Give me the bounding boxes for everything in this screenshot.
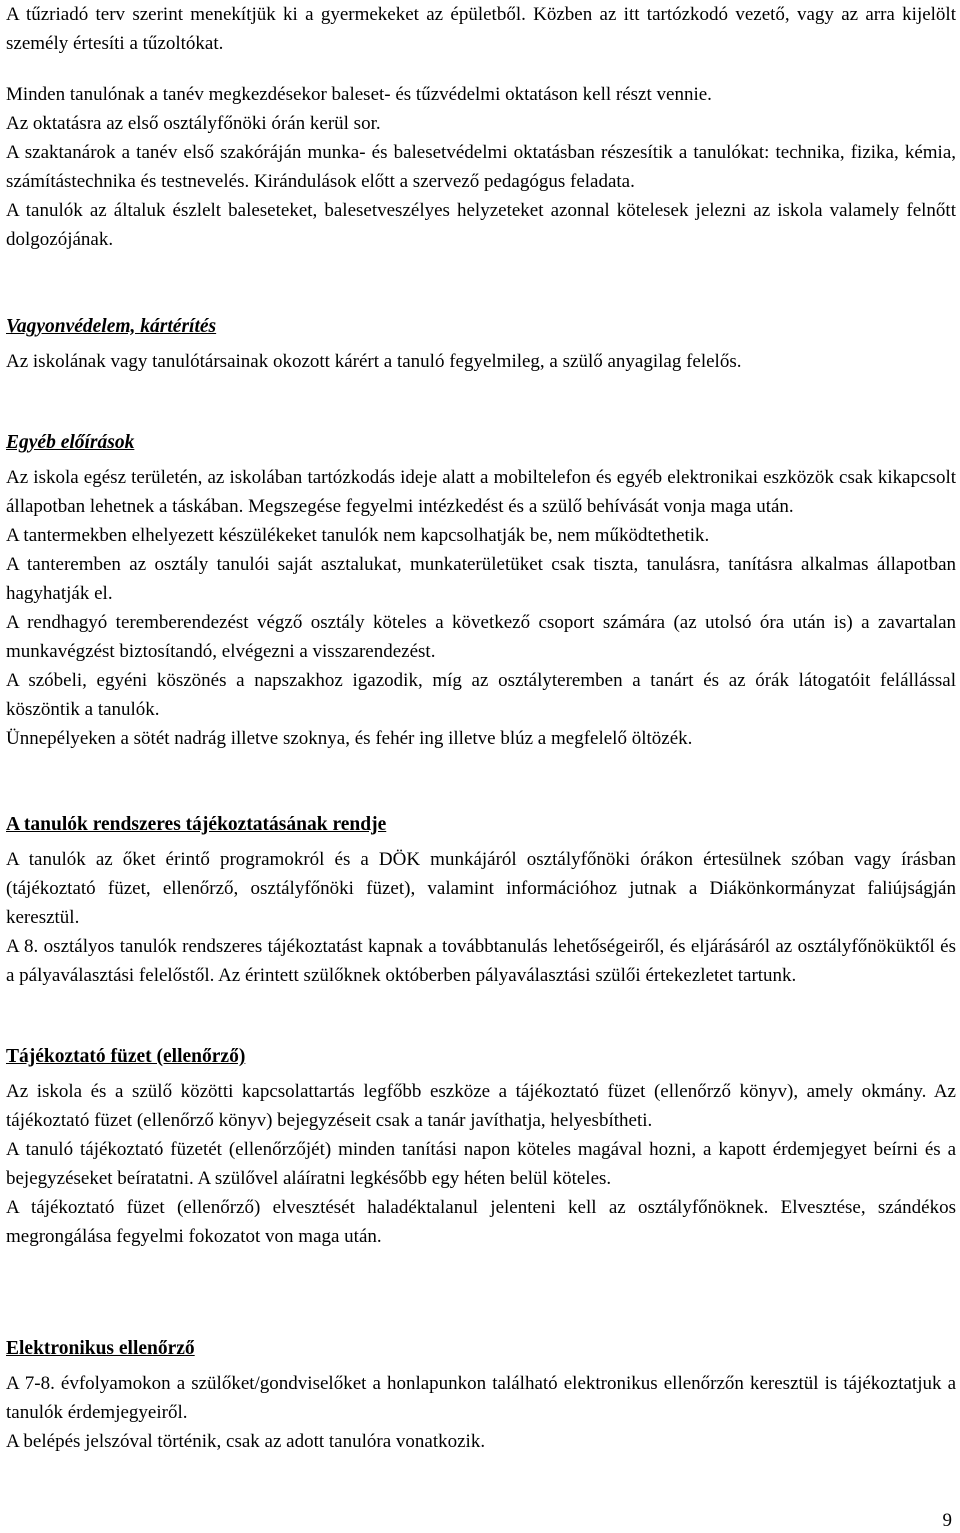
- paragraph-text: Az oktatásra az első osztályfőnöki órán kerül sor.: [6, 113, 381, 134]
- paragraph-text: A tanulók az őket érintő programokról és a DÖK munkájáról osztályfőnöki órákon értesülnek szóban vagy írásban (tájékoztató füzet, ellenőrző, osztályfőnöki füzet), valamint információhoz jutnak a Diákönkormányzat faliújságján keresztül.: [6, 849, 956, 928]
- paragraph-text: A belépés jelszóval történik, csak az adott tanulóra vonatkozik.: [6, 1431, 486, 1452]
- section-elektronikus-ellenorzo: [6, 1334, 956, 1456]
- paragraph-text: Ünnepélyeken a sötét nadrág illetve szoknya, és fehér ing illetve blúz a megfelelő öltözék.: [6, 728, 693, 749]
- paragraph-text: A tanuló tájékoztató füzetét (ellenőrzőjét) minden tanítási napon köteles magával hozni, a kapott érdemjegyet beírni és a bejegyzéseket beíratatni. A szülővel aláíratni legkésőbb egy héten belül köteles.: [6, 1139, 956, 1189]
- paragraph-fire-drill: [6, 0, 956, 58]
- section-vagyonvedelem: [6, 312, 956, 376]
- paragraph-text: A szaktanárok a tanév első szakóráján munka- és balesetvédelmi oktatásban részesítik a tanulókat: technika, fizika, kémia, számítástechnika és testnevelés. Kirándulások előtt a szervező pedagógus feladata.: [6, 142, 956, 192]
- paragraph-text: A tanulók az általuk észlelt baleseteket, balesetveszélyes helyzeteket azonnal kötelesek jelezni az iskola valamely felnőtt dolgozójának.: [6, 200, 956, 250]
- paragraph-text: A 8. osztályos tanulók rendszeres tájékoztatást kapnak a továbbtanulás lehetőségeiről, és eljárásáról az osztályfőnöküktől és a pályaválasztási felelőstől. Az érintett szülőknek októberben pályaválasztási szülői értekezletet tartunk.: [6, 936, 956, 986]
- paragraph-text: A tájékoztató füzet (ellenőrző) elvesztését haladéktalanul jelenteni kell az osztályfőnöknek. Elvesztése, szándékos megrongálása fegyelmi fokozatot von maga után.: [6, 1197, 956, 1247]
- paragraph-text: A 7-8. évfolyamokon a szülőket/gondviselőket a honlapunkon található elektronikus ellenőrzőn keresztül is tájékoztatjuk a tanulók érdemjegyeiről.: [6, 1373, 956, 1423]
- section-heading: Vagyonvédelem, kártérítés: [6, 316, 217, 337]
- paragraph-text: Az iskola egész területén, az iskolában tartózkodás ideje alatt a mobiltelefon és egyéb elektronikai eszközök csak kikapcsolt állapotban lehetnek a táskában. Megszegése fegyelmi intézkedést és a szülő behívását vonja maga után.: [6, 467, 956, 517]
- paragraph-text: A tanteremben az osztály tanulói saját asztalukat, munkaterületüket csak tiszta, tanulásra, tanításra alkalmas állapotban hagyhatják el.: [6, 554, 956, 604]
- section-egyeb-eloirasok: [6, 428, 956, 753]
- paragraph-text: Minden tanulónak a tanév megkezdésekor baleset- és tűzvédelmi oktatáson kell részt vennie.: [6, 84, 712, 105]
- section-heading: Elektronikus ellenőrző: [6, 1338, 195, 1359]
- section-tajekoztatas: [6, 810, 956, 990]
- paragraph-text: A tűzriadó terv szerint menekítjük ki a gyermekeket az épületből. Közben az itt tartózkodó vezető, vagy az arra kijelölt személy értesíti a tűzoltókat.: [6, 4, 956, 54]
- paragraph-text: Az iskolának vagy tanulótársainak okozott kárért a tanuló fegyelmileg, a szülő anyagilag felelős.: [6, 351, 742, 372]
- section-heading: Tájékoztató füzet (ellenőrző): [6, 1046, 246, 1067]
- paragraph-text: A szóbeli, egyéni köszönés a napszakhoz igazodik, míg az osztályteremben a tanárt és az órák látogatóit felállással köszöntik a tanulók.: [6, 670, 956, 720]
- paragraph-safety-training: [6, 80, 956, 254]
- section-heading: A tanulók rendszeres tájékoztatásának rendje: [6, 814, 387, 835]
- section-heading: Egyéb előírások: [6, 432, 135, 453]
- section-tajekoztato-fuzet: [6, 1042, 956, 1251]
- paragraph-text: A rendhagyó teremberendezést végző osztály köteles a következő csoport számára (az utolsó óra után is) a zavartalan munkavégzést biztosítandó, elvégezni a visszarendezést.: [6, 612, 956, 662]
- page-number: 9: [942, 1510, 952, 1531]
- paragraph-text: Az iskola és a szülő közötti kapcsolattartás legfőbb eszköze a tájékoztató füzet (ellenőrző könyv), amely okmány. Az tájékoztató füzet (ellenőrző könyv) bejegyzéseit csak a tanár javíthatja, helyesbítheti.: [6, 1081, 956, 1131]
- paragraph-text: A tantermekben elhelyezett készülékeket tanulók nem kapcsolhatják be, nem működtethetik.: [6, 525, 710, 546]
